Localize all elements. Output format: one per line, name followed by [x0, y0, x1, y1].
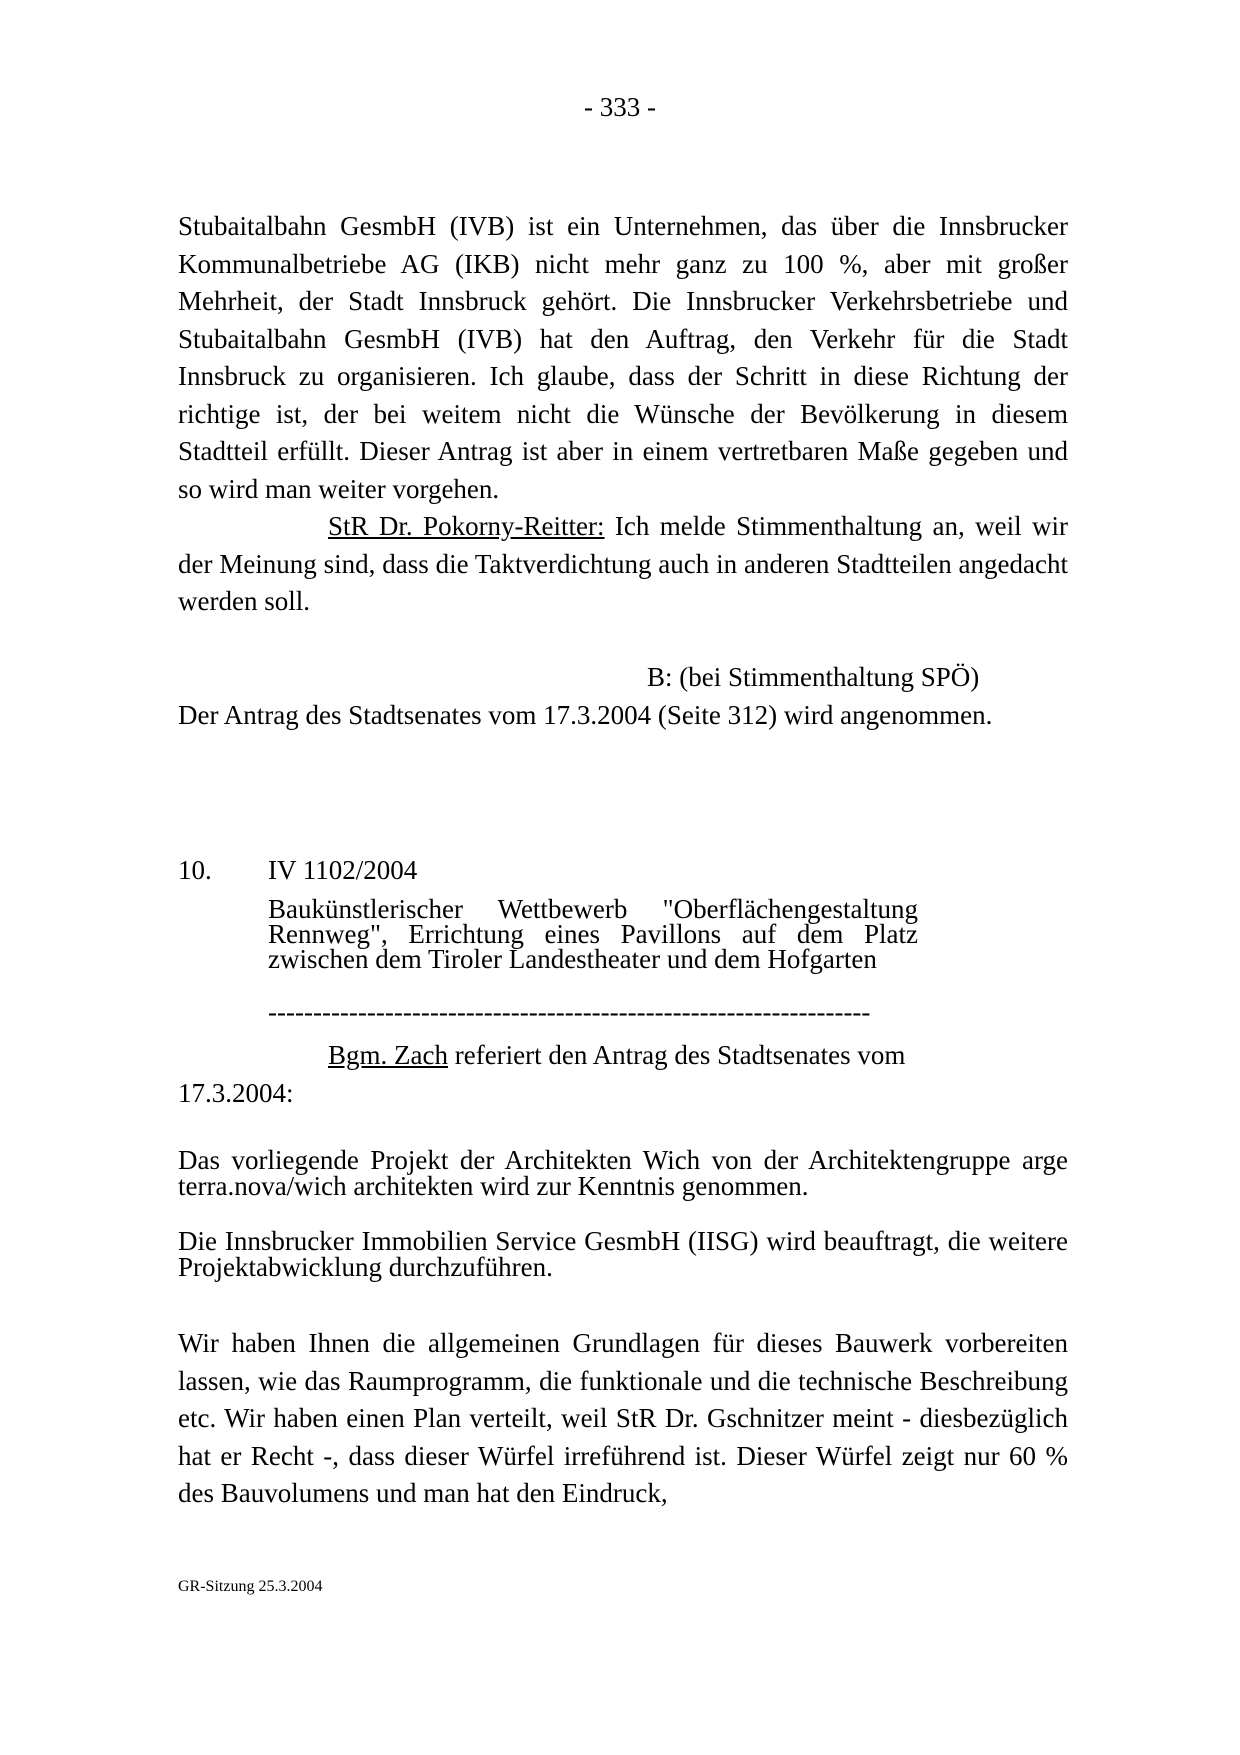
motion-paragraph-1: Das vorliegende Projekt der Architekten Wich von der Architektengruppe arge terra.nova/wich architekten wird zur Kenntnis genommen.	[178, 1145, 1068, 1201]
page-number: - 333 -	[584, 92, 656, 122]
agenda-item-subject: Baukünstlerischer Wettbewerb "Oberflächengestaltung Rennweg", Errichtung eines Pavillons auf dem Platz zwischen dem Tiroler Landestheater und dem Hofgarten	[268, 894, 918, 974]
paragraph-discussion: Wir haben Ihnen die allgemeinen Grundlagen für dieses Bauwerk vorbereiten lassen, wie das Raumprogramm, die funktionale und die technische Beschreibung etc. Wir haben einen Plan verteilt, weil StR Dr. Gschnitzer meint - diesbezüglich hat er Recht -, dass dieser Würfel irreführend ist. Dieser Würfel zeigt nur 60 % des Bauvolumens und man hat den Eindruck,	[178, 1328, 1068, 1508]
footer-session-label: GR-Sitzung 25.3.2004	[178, 1578, 323, 1595]
motion-paragraph-2: Die Innsbrucker Immobilien Service GesmbH (IISG) wird beauftragt, die weitere Projektabwicklung durchzuführen.	[178, 1226, 1068, 1282]
statement-paragraph	[178, 508, 1068, 621]
agenda-item-reference: IV 1102/2004	[268, 855, 418, 885]
agenda-item-number: 10.	[178, 855, 212, 885]
decision-label: B: (bei Stimmenthaltung SPÖ)	[647, 662, 980, 692]
report-text: referiert den Antrag des Stadtsenates vom	[447, 1040, 906, 1070]
decision-text: Der Antrag des Stadtsenates vom 17.3.2004 (Seite 312) wird angenommen.	[178, 700, 993, 730]
report-line	[328, 1040, 905, 1071]
statement-text: Ich melde Stimmenthaltung an, weil wir der Meinung sind, dass die Taktverdichtung auch in anderen Stadtteilen angedacht werden soll.	[178, 511, 1069, 616]
agenda-item-divider: -------------------------------------------------------------------	[268, 1002, 871, 1022]
paragraph-continuation: Stubaitalbahn GesmbH (IVB) ist ein Unternehmen, das über die Innsbrucker Kommunalbetriebe AG (IKB) nicht mehr ganz zu 100 %, aber mit großer Mehrheit, der Stadt Innsbruck gehört. Die Innsbrucker Verkehrsbetriebe und Stubaitalbahn GesmbH (IVB) hat den Auftrag, den Verkehr für die Stadt Innsbruck zu organisieren. Ich glaube, dass der Schritt in diese Richtung der richtige ist, der bei weitem nicht die Wünsche der Bevölkerung in diesem Stadtteil erfüllt. Dieser Antrag ist aber in einem vertretbaren Maße gegeben und so wird man weiter vorgehen.	[178, 211, 1068, 504]
reporter-name: Bgm. Zach	[328, 1040, 448, 1070]
report-date: 17.3.2004:	[178, 1078, 294, 1108]
speaker-name: StR Dr. Pokorny-Reitter:	[328, 511, 605, 541]
